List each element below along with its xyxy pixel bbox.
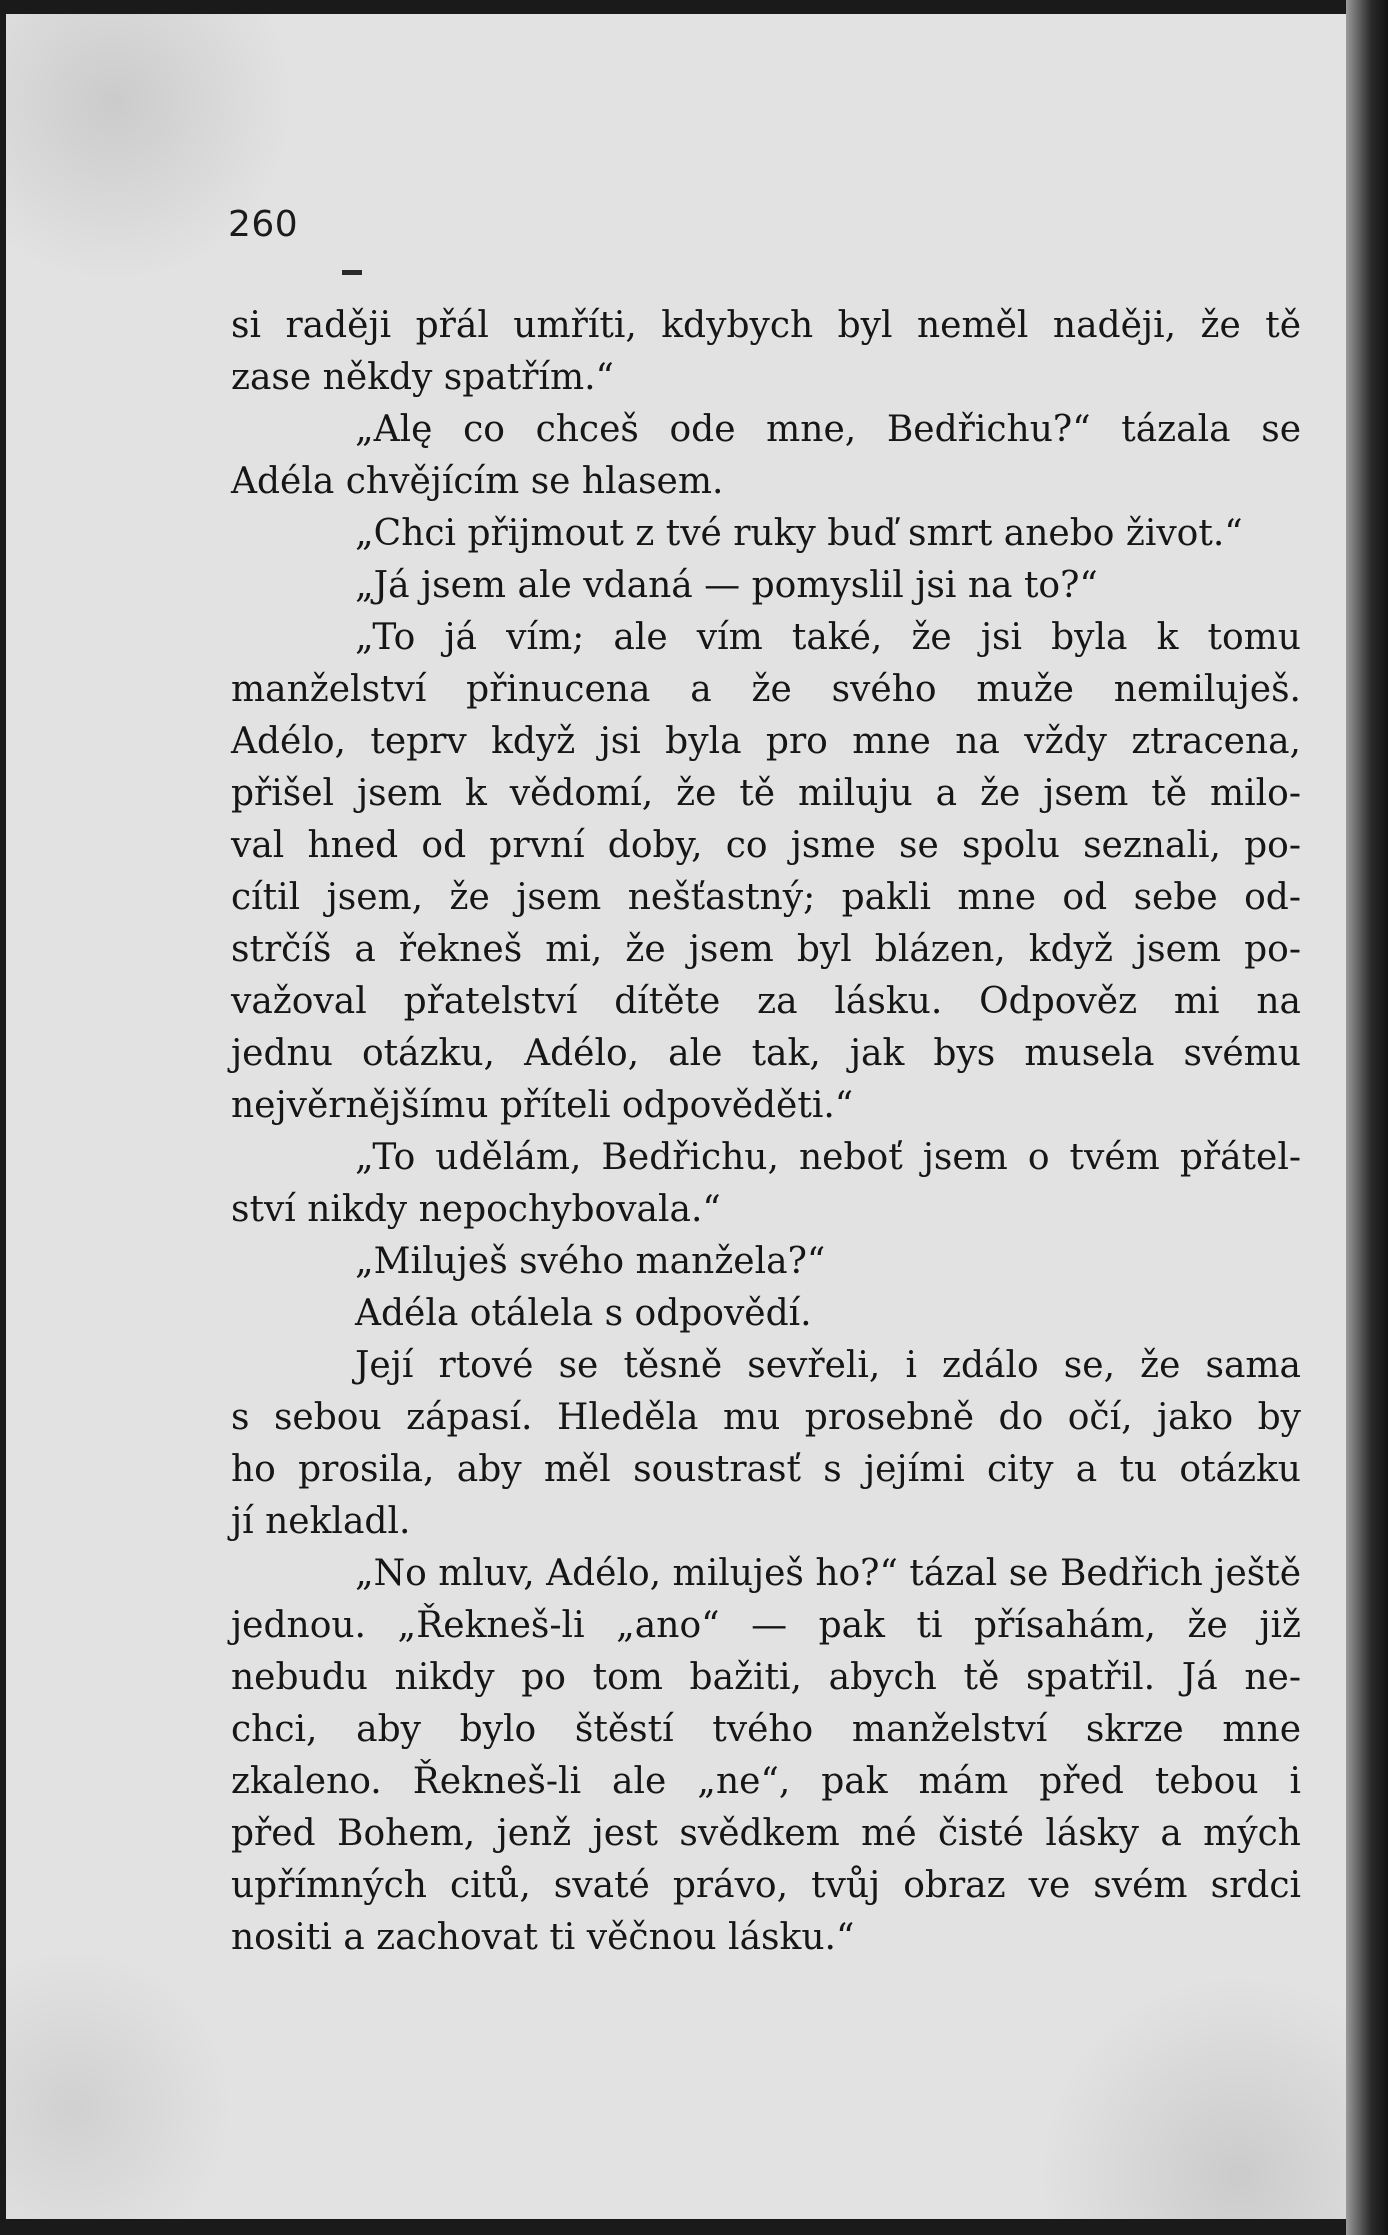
text-line: „Alę co chceš ode mne, Bedřichu?“ tázala se — [355, 409, 1301, 450]
text-line: „No mluv, Adélo, miluješ ho?“ tázal se Bedřich ještě — [355, 1553, 1301, 1594]
text-line: upřímných citů, svaté právo, tvůj obraz ve svém srdci — [231, 1865, 1301, 1906]
text-line: važoval přatelství dítěte za lásku. Odpověz mi na — [231, 981, 1301, 1022]
text-line: Adélo, teprv když jsi byla pro mne na vždy ztracena, — [231, 721, 1301, 762]
text-line: s sebou zápasí. Hleděla mu prosebně do očí, jako by — [231, 1397, 1301, 1438]
text-line: nejvěrnějšímu příteli odpověděti.“ — [231, 1085, 854, 1126]
text-line: si raději přál umříti, kdybych byl neměl naději, že tě — [231, 305, 1301, 346]
text-line: chci, aby bylo štěstí tvého manželství skrze mne — [231, 1709, 1301, 1750]
text-line: jednu otázku, Adélo, ale tak, jak bys musela svému — [231, 1033, 1301, 1074]
text-line: nositi a zachovat ti věčnou lásku.“ — [231, 1917, 855, 1958]
scanned-page — [6, 14, 1346, 2219]
text-line: „To já vím; ale vím také, že jsi byla k tomu — [355, 617, 1301, 658]
text-line: nebudu nikdy po tom bažiti, abych tě spatřil. Já ne- — [231, 1657, 1301, 1698]
text-line: přišel jsem k vědomí, že tě miluju a že jsem tě milo- — [231, 773, 1301, 814]
text-line: Adéla otálela s odpovědí. — [355, 1293, 812, 1334]
text-line: jí nekladl. — [231, 1501, 411, 1542]
text-line: Její rtové se těsně sevřeli, i zdálo se, že sama — [355, 1345, 1301, 1386]
text-line: „To udělám, Bedřichu, neboť jsem o tvém přátel- — [355, 1137, 1301, 1178]
body-text — [231, 300, 1301, 1964]
text-line: val hned od první doby, co jsme se spolu seznali, po- — [231, 825, 1301, 866]
text-line: strčíš a řekneš mi, že jsem byl blázen, když jsem po- — [231, 929, 1301, 970]
text-line: ství nikdy nepochybovala.“ — [231, 1189, 721, 1230]
text-line: zkaleno. Řekneš-li ale „ne“, pak mám před tebou i — [231, 1761, 1301, 1802]
text-line: manželství přinucena a že svého muže nemiluješ. — [231, 669, 1301, 710]
text-line: ho prosila, aby měl soustrasť s jejími city a tu otázku — [231, 1449, 1301, 1490]
text-line: „Miluješ svého manžela?“ — [355, 1241, 826, 1282]
text-line: „Chci přijmout z tvé ruky buď smrt anebo život.“ — [355, 513, 1243, 554]
text-line: „Já jsem ale vdaná — pomyslil jsi na to?“ — [355, 565, 1098, 606]
ink-dash-mark — [342, 270, 362, 275]
text-line: zase někdy spatřím.“ — [231, 357, 614, 398]
page-number: 260 — [228, 204, 299, 245]
text-line: před Bohem, jenž jest svědkem mé čisté lásky a mých — [231, 1813, 1301, 1854]
page-edge-shadow — [1346, 0, 1388, 2235]
text-line: Adéla chvějícím se hlasem. — [231, 461, 724, 502]
text-line: jednou. „Řekneš-li „ano“ — pak ti přísahám, že již — [231, 1605, 1301, 1646]
text-line: cítil jsem, že jsem nešťastný; pakli mne od sebe od- — [231, 877, 1301, 918]
